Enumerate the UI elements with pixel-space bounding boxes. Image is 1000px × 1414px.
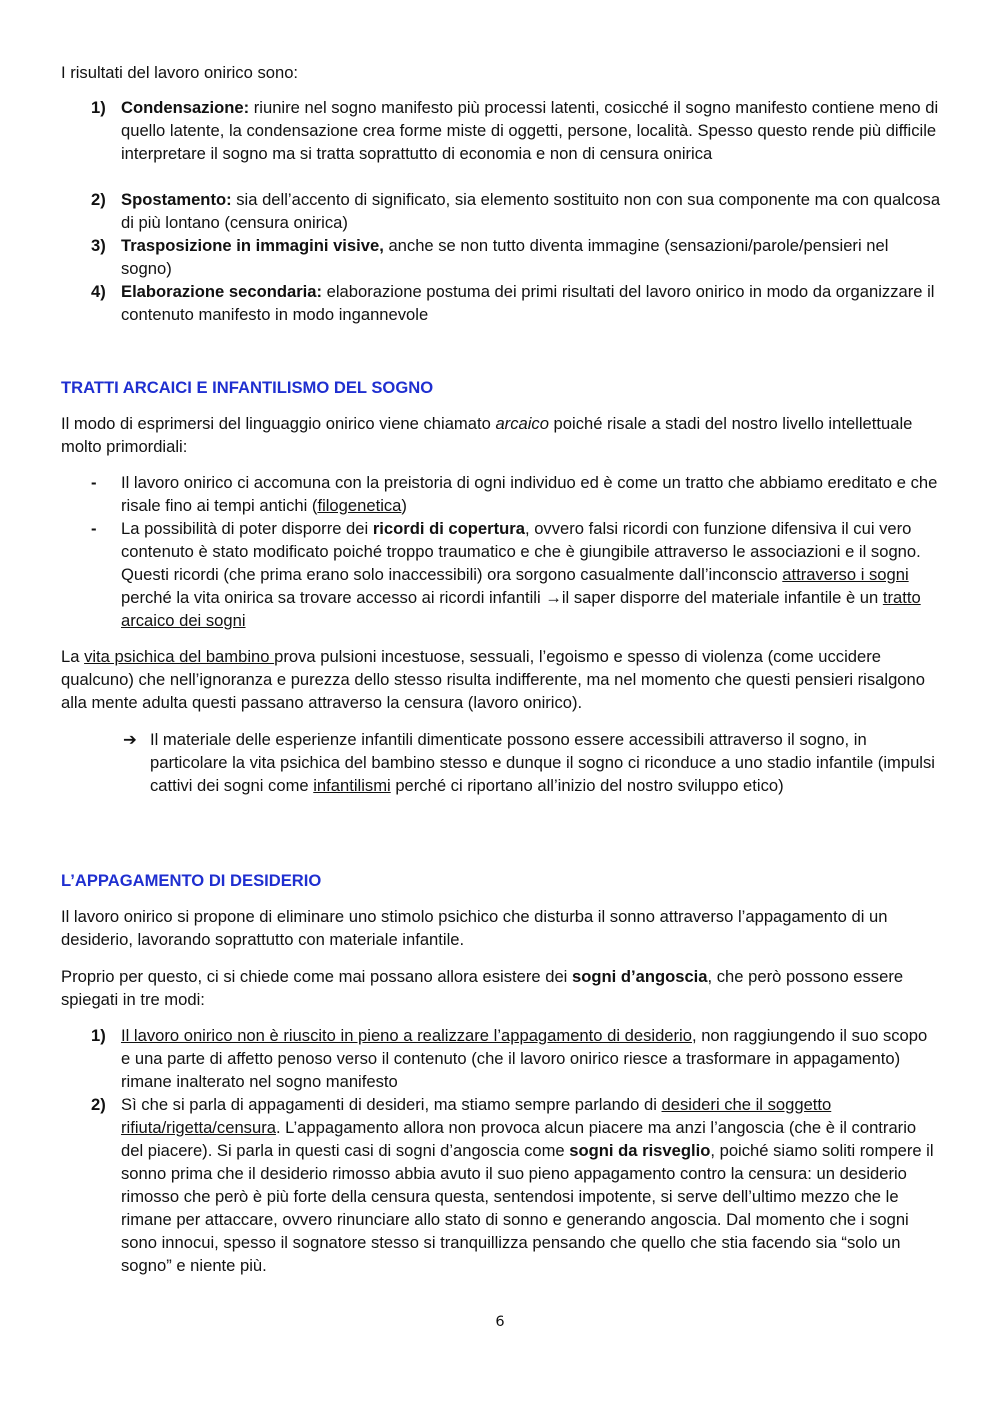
bullet-dash: - bbox=[91, 473, 97, 492]
bullet-dash: - bbox=[91, 519, 97, 538]
list-number: 2) bbox=[91, 1095, 106, 1114]
text-span: perché ci riportano all’inizio del nostro sviluppo etico) bbox=[390, 776, 784, 795]
arrow-icon: → bbox=[545, 588, 562, 607]
underlined-term: Il lavoro onirico non è riuscito in pieno a realizzare l’appagamento di desiderio bbox=[121, 1026, 692, 1045]
list-item-body: riunire nel sogno manifesto più processi latenti, cosicché il sogno manifesto contiene meno di quello latente, la condensazione crea forme miste di oggetti, persone, località. Spesso questo rende più difficile interpretare il sogno ma si tratta soprattutto di economia e non di censura onirica bbox=[121, 98, 939, 163]
intro-paragraph bbox=[61, 61, 941, 84]
text-span: Proprio per questo, ci si chiede come mai possano allora esistere dei bbox=[61, 967, 572, 986]
text-span: La possibilità di poter disporre dei bbox=[121, 519, 373, 538]
text-span: poiché risale a stadi del nostro livello intellettuale molto primordiali: bbox=[61, 414, 913, 456]
section-heading-tratti-arcaici: TRATTI ARCAICI E INFANTILISMO DEL SOGNO bbox=[61, 378, 434, 397]
text-span: Il materiale delle esperienze infantili dimenticate possono essere accessibili attraverso il sogno, in particolare la vita psichica del bambino stesso e dunque il sogno ci riconduce a uno stadio infantile (impulsi cattivi dei sogni come bbox=[150, 730, 935, 795]
underlined-term: desideri che il soggetto rifiuta/rigetta/censura bbox=[121, 1095, 832, 1137]
text-span: , ovvero falsi ricordi con funzione difensiva il cui vero contenuto è stato modificato poiché troppo traumatico e che è giungibile attraverso le associazioni e il sogno. Questi ricordi (che prima erano solo inaccessibili) ora sorgono casualmente dall’inconscio bbox=[121, 519, 921, 584]
text-span: La bbox=[61, 647, 85, 666]
list-number: 4) bbox=[91, 282, 106, 301]
list-number: 3) bbox=[91, 236, 106, 255]
list-number: 2) bbox=[91, 190, 106, 209]
text-span: ) bbox=[401, 496, 407, 515]
list-item-text bbox=[121, 188, 941, 234]
bullet-text bbox=[121, 471, 941, 517]
list-item-body: anche se non tutto diventa immagine (sensazioni/parole/pensieri nel sogno) bbox=[121, 236, 889, 278]
text-span: perché la vita onirica sa trovare accesso ai ricordi infantili bbox=[121, 588, 546, 607]
page-number: 6 bbox=[495, 1314, 505, 1330]
text-span: . L’appagamento allora non provoca alcun piacere ma anzi l’angoscia (che è il contrario del piacere). Si parla in questi casi di sogni d’angoscia come bbox=[121, 1118, 917, 1160]
list-item-text bbox=[121, 1093, 941, 1277]
text-span: , non raggiungendo il suo scopo e una parte di affetto penoso verso il contenuto (che il lavoro onirico riesce a trasformare in appagamento) rimane inalterato nel sogno manifesto bbox=[121, 1026, 928, 1091]
paragraph bbox=[61, 645, 941, 714]
bold-term: ricordi di copertura bbox=[372, 519, 525, 538]
term-elaborazione: Elaborazione secondaria: bbox=[121, 282, 323, 301]
text-span: Il modo di esprimersi del linguaggio onirico viene chiamato bbox=[61, 414, 496, 433]
underlined-term: infantilismi bbox=[313, 776, 391, 795]
text-span: , poiché siamo soliti rompere il sonno prima che il desiderio rimosso abbia avuto il suo pieno appagamento contro la censura: un desiderio rimosso che però è più forte della censura questa, sentendosi impotente, si serve dell’ultimo mezzo che le rimane per attaccare, ovvero rinunciare allo stato di sonno e generando angoscia. Dal momento che i sogni sono innocui, spesso il sognatore stesso si tranquillizza pensando che quello che stia facendo sia “solo un sogno” e niente più. bbox=[121, 1141, 934, 1275]
intro-text: I risultati del lavoro onirico sono: bbox=[61, 63, 299, 82]
underlined-term: attraverso i sogni bbox=[782, 565, 909, 584]
list-item-body: elaborazione postuma dei primi risultati del lavoro onirico in modo da organizzare il contenuto manifesto in modo ingannevole bbox=[121, 282, 935, 324]
list-number: 1) bbox=[91, 1026, 106, 1045]
arrow-item-text bbox=[150, 728, 941, 797]
term-spostamento: Spostamento: bbox=[121, 190, 232, 209]
list-item-text bbox=[121, 1024, 941, 1093]
list-item-text bbox=[121, 280, 941, 326]
text-span: , che però possono essere spiegati in tre modi: bbox=[61, 967, 904, 1009]
paragraph bbox=[61, 412, 941, 458]
list-item-text bbox=[121, 96, 941, 165]
bold-term: sogni da risveglio bbox=[569, 1141, 711, 1160]
term-condensazione: Condensazione: bbox=[121, 98, 250, 117]
list-item-body: sia dell’accento di significato, sia elemento sostituito non con sua componente ma con qualcosa di più lontano (censura onirica) bbox=[121, 190, 941, 232]
bold-term: sogni d’angoscia bbox=[571, 967, 708, 986]
text-span: Il lavoro onirico ci accomuna con la preistoria di ogni individuo ed è come un tratto che abbiamo ereditato e che risale fino ai tempi antichi ( bbox=[121, 473, 938, 515]
text-span: prova pulsioni incestuose, sessuali, l’egoismo e spesso di violenza (come uccidere qualcuno) che nell’ignoranza e purezza dello stesso risulta indifferente, ma nel momento che questi pensieri risalgono alla mente adulta questi passano attraverso la censura (lavoro onirico). bbox=[61, 647, 925, 712]
arrow-icon: ➔ bbox=[123, 730, 137, 749]
underlined-term: vita psichica del bambino bbox=[84, 647, 275, 666]
underlined-term: filogenetica bbox=[317, 496, 402, 515]
list-item-text bbox=[121, 234, 941, 280]
italic-term: arcaico bbox=[495, 414, 549, 433]
section-heading-appagamento: L’APPAGAMENTO DI DESIDERIO bbox=[61, 871, 322, 890]
text-span: il saper disporre del materiale infantile è un bbox=[561, 588, 883, 607]
term-trasposizione: Trasposizione in immagini visive, bbox=[121, 236, 384, 255]
paragraph: Il lavoro onirico si propone di eliminare uno stimolo psichico che disturba il sonno attraverso l’appagamento di un desiderio, lavorando soprattutto con materiale infantile. bbox=[61, 907, 888, 949]
bullet-text bbox=[121, 517, 941, 632]
paragraph bbox=[61, 965, 941, 1011]
list-number: 1) bbox=[91, 98, 106, 117]
underlined-term: tratto arcaico dei sogni bbox=[121, 588, 921, 630]
text-span: Sì che si parla di appagamenti di desideri, ma stiamo sempre parlando di bbox=[121, 1095, 662, 1114]
